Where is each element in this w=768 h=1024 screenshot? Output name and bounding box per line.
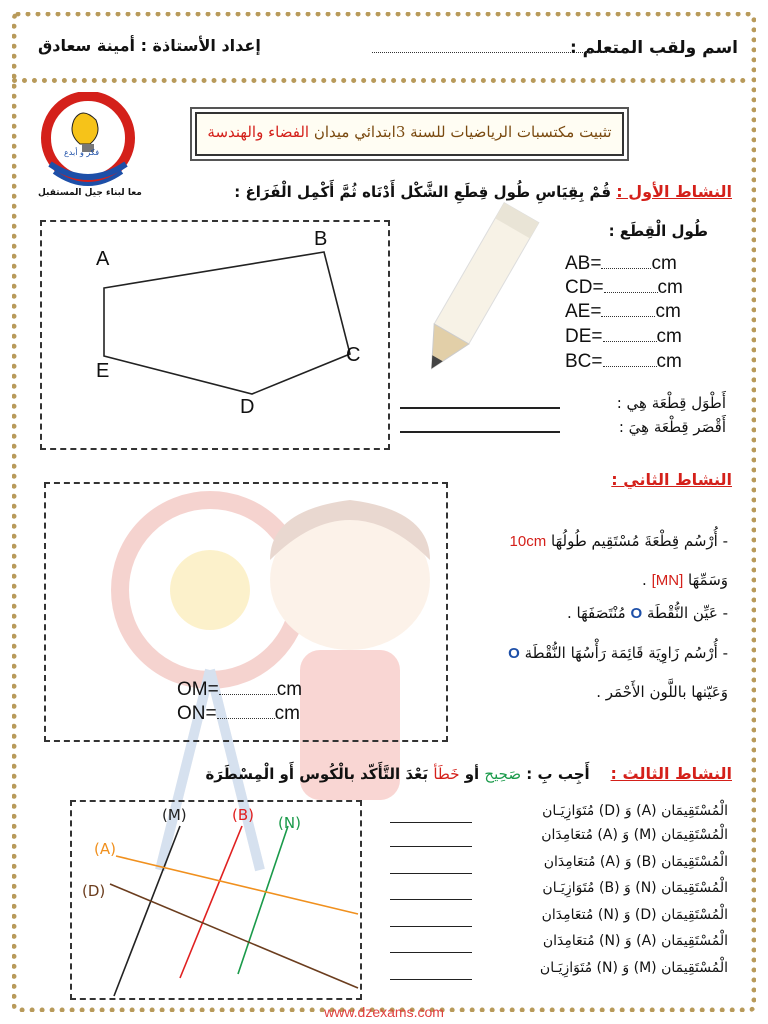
statement-7-answer[interactable] [390, 979, 472, 980]
measure-ab [565, 253, 677, 275]
statement-5: الْمُسْتَقِيمَان (D) وَ (N) مُتعَامِدَان [541, 907, 728, 923]
point-label-b: B [314, 228, 328, 250]
om-measure-unit: cm [276, 679, 303, 700]
school-logo [28, 92, 148, 204]
footer-watermark: www.dzexams.com [324, 1004, 444, 1020]
om-measure-name: OM= [177, 679, 219, 700]
activity2-line4 [508, 644, 728, 662]
activity2-line2-text: وَسَمِّهَا [688, 571, 728, 589]
pencil-illustration [404, 200, 544, 390]
title-main: تثبيت مكتسبات الرياضيات للسنة 3ابتدائي ميدان [313, 123, 612, 141]
activity2-label: النشاط الثاني : [611, 470, 732, 489]
title-banner [195, 112, 624, 156]
activity2-line1 [510, 532, 728, 550]
measure-bc-unit: cm [656, 351, 682, 372]
activity1-heading [234, 182, 732, 201]
statement-1: الْمُسْتَقِيمَان (A) وَ (D) مُتَوَازِيَـان [542, 803, 728, 819]
activity3-instr-pre: أَجِب بِ : [526, 765, 590, 783]
activity2-line2 [642, 571, 728, 589]
activity2-line2-end: . [642, 571, 647, 589]
line-label-n: (N) [278, 814, 301, 832]
measure-de [565, 326, 682, 348]
measure-bc [565, 351, 682, 373]
measure-ae [565, 301, 681, 323]
shortest-segment-label: أَقْصَر قِطْعَة هِيَ : [618, 418, 726, 436]
statement-3: الْمُسْتَقِيمَان (B) وَ (A) مُتعَامِدَان [543, 854, 728, 870]
activity2-line3 [567, 604, 728, 622]
statement-6: الْمُسْتَقِيمَان (A) وَ (N) مُتعَامِدَان [542, 933, 728, 949]
activity1-instruction: قُمْ بِقِيَاسِ طُول قِطَعِ الشَّكْل أَدْنَاه ثُمَّ أَكْمِل الْفَرَاغ : [234, 183, 612, 201]
point-label-c: C [346, 344, 361, 366]
longest-segment-answer[interactable] [400, 407, 560, 409]
activity2-line3-end: مُنْتَصَفَهَا . [567, 604, 626, 622]
statement-2-answer[interactable] [390, 846, 472, 847]
activity3-lines-frame [70, 800, 362, 1000]
statement-1-answer[interactable] [390, 822, 472, 823]
measure-ae-unit: cm [655, 301, 681, 322]
activity2-heading [611, 470, 732, 489]
longest-segment-label: أَطْوَل قِطْعَة هِي : [616, 394, 726, 412]
activity2-line5: وَعَيّنها باللَّون الأَحْمَر . [596, 683, 728, 701]
statement-5-answer[interactable] [390, 926, 472, 927]
on-measure-name: ON= [177, 703, 217, 724]
student-name-label: اسم ولقب المتعلم : [569, 38, 738, 58]
activity2-line1-text: - أُرْسُم قِطْعَةَ مُسْتَقِيم طُولُهَا [551, 532, 728, 550]
activity2-point-o: O [630, 605, 643, 622]
measure-cd-unit: cm [657, 277, 683, 298]
statement-7: الْمُسْتَقِيمَان (M) وَ (N) مُتَوَازِيَـان [539, 960, 728, 976]
measure-ae-blank[interactable] [601, 316, 655, 317]
measure-de-blank[interactable] [603, 341, 657, 342]
measure-de-name: DE= [565, 326, 603, 347]
activity3-or: أو [464, 765, 480, 783]
activity3-instr-post: بَعْدَ التَّأَكّد بالْكُوس أَو الْمِسْطَرَة [205, 765, 429, 783]
measure-cd-blank[interactable] [604, 292, 658, 293]
logo-badge-text: فكر و أبدع [64, 148, 100, 157]
header-divider [12, 78, 746, 83]
lengths-title: طُول الْقِطَع : [608, 222, 708, 240]
point-label-e: E [96, 360, 110, 382]
line-m [114, 826, 180, 996]
point-label-a: A [96, 248, 110, 270]
lines-diagram [72, 802, 360, 998]
on-measure [177, 703, 300, 725]
measure-cd-name: CD= [565, 277, 604, 298]
activity1-figure-frame [40, 220, 390, 450]
title-red: الفضاء والهندسة [207, 123, 310, 141]
on-measure-unit: cm [274, 703, 300, 724]
statement-6-answer[interactable] [390, 952, 472, 953]
point-label-d: D [240, 396, 255, 418]
statement-4: الْمُسْتَقِيمَان (N) وَ (B) مُتَوَازِيَـان [542, 880, 728, 896]
activity1-label: النشاط الأول : [616, 182, 732, 201]
measure-ab-name: AB= [565, 253, 602, 274]
line-label-b: (B) [232, 806, 254, 824]
om-measure [177, 679, 302, 701]
measure-ab-unit: cm [651, 253, 677, 274]
activity3-correct-word: صَحِيح [484, 765, 522, 783]
line-a [116, 856, 358, 914]
line-label-d: (D) [82, 882, 106, 900]
activity2-point-o-2: O [508, 645, 520, 662]
logo-motto: معا لبناء جيل المستقبل [38, 188, 142, 198]
activity3-label: النشاط الثالث : [610, 764, 732, 783]
statement-3-answer[interactable] [390, 873, 472, 874]
activity3-heading [205, 764, 732, 783]
pentagon-shape [104, 252, 350, 394]
line-d [110, 884, 358, 988]
line-b [180, 826, 242, 978]
statement-4-answer[interactable] [390, 899, 472, 900]
statement-2: الْمُسْتَقِيمَان (M) وَ (A) مُتعَامِدَان [541, 827, 728, 843]
measure-bc-name: BC= [565, 351, 603, 372]
pentagon-figure [42, 222, 388, 448]
activity2-line3-text: - عَيِّن النُّقْطَة [646, 604, 728, 622]
activity2-line4-text: - أُرْسُم زَاوِيَة قَائِمَة رَأْسُهَا النُّقْطَة [524, 644, 728, 662]
measure-ae-name: AE= [565, 301, 602, 322]
measure-cd [565, 277, 683, 299]
measure-ab-blank[interactable] [601, 268, 651, 269]
line-label-a: (A) [94, 840, 116, 858]
student-name-field[interactable] [372, 52, 607, 53]
on-measure-blank[interactable] [217, 718, 275, 719]
shortest-segment-answer[interactable] [400, 431, 560, 433]
teacher-label: إعداد الأستاذة : أمينة سعادق [38, 36, 261, 55]
activity3-wrong-word: خَطَأ [433, 765, 460, 783]
measure-de-unit: cm [656, 326, 682, 347]
activity2-length-value: 10cm [509, 533, 547, 550]
line-label-m: (M) [162, 806, 187, 824]
measure-bc-blank[interactable] [603, 366, 657, 367]
activity2-segment-name: [MN] [651, 572, 684, 589]
line-n [238, 826, 288, 974]
om-measure-blank[interactable] [219, 694, 277, 695]
